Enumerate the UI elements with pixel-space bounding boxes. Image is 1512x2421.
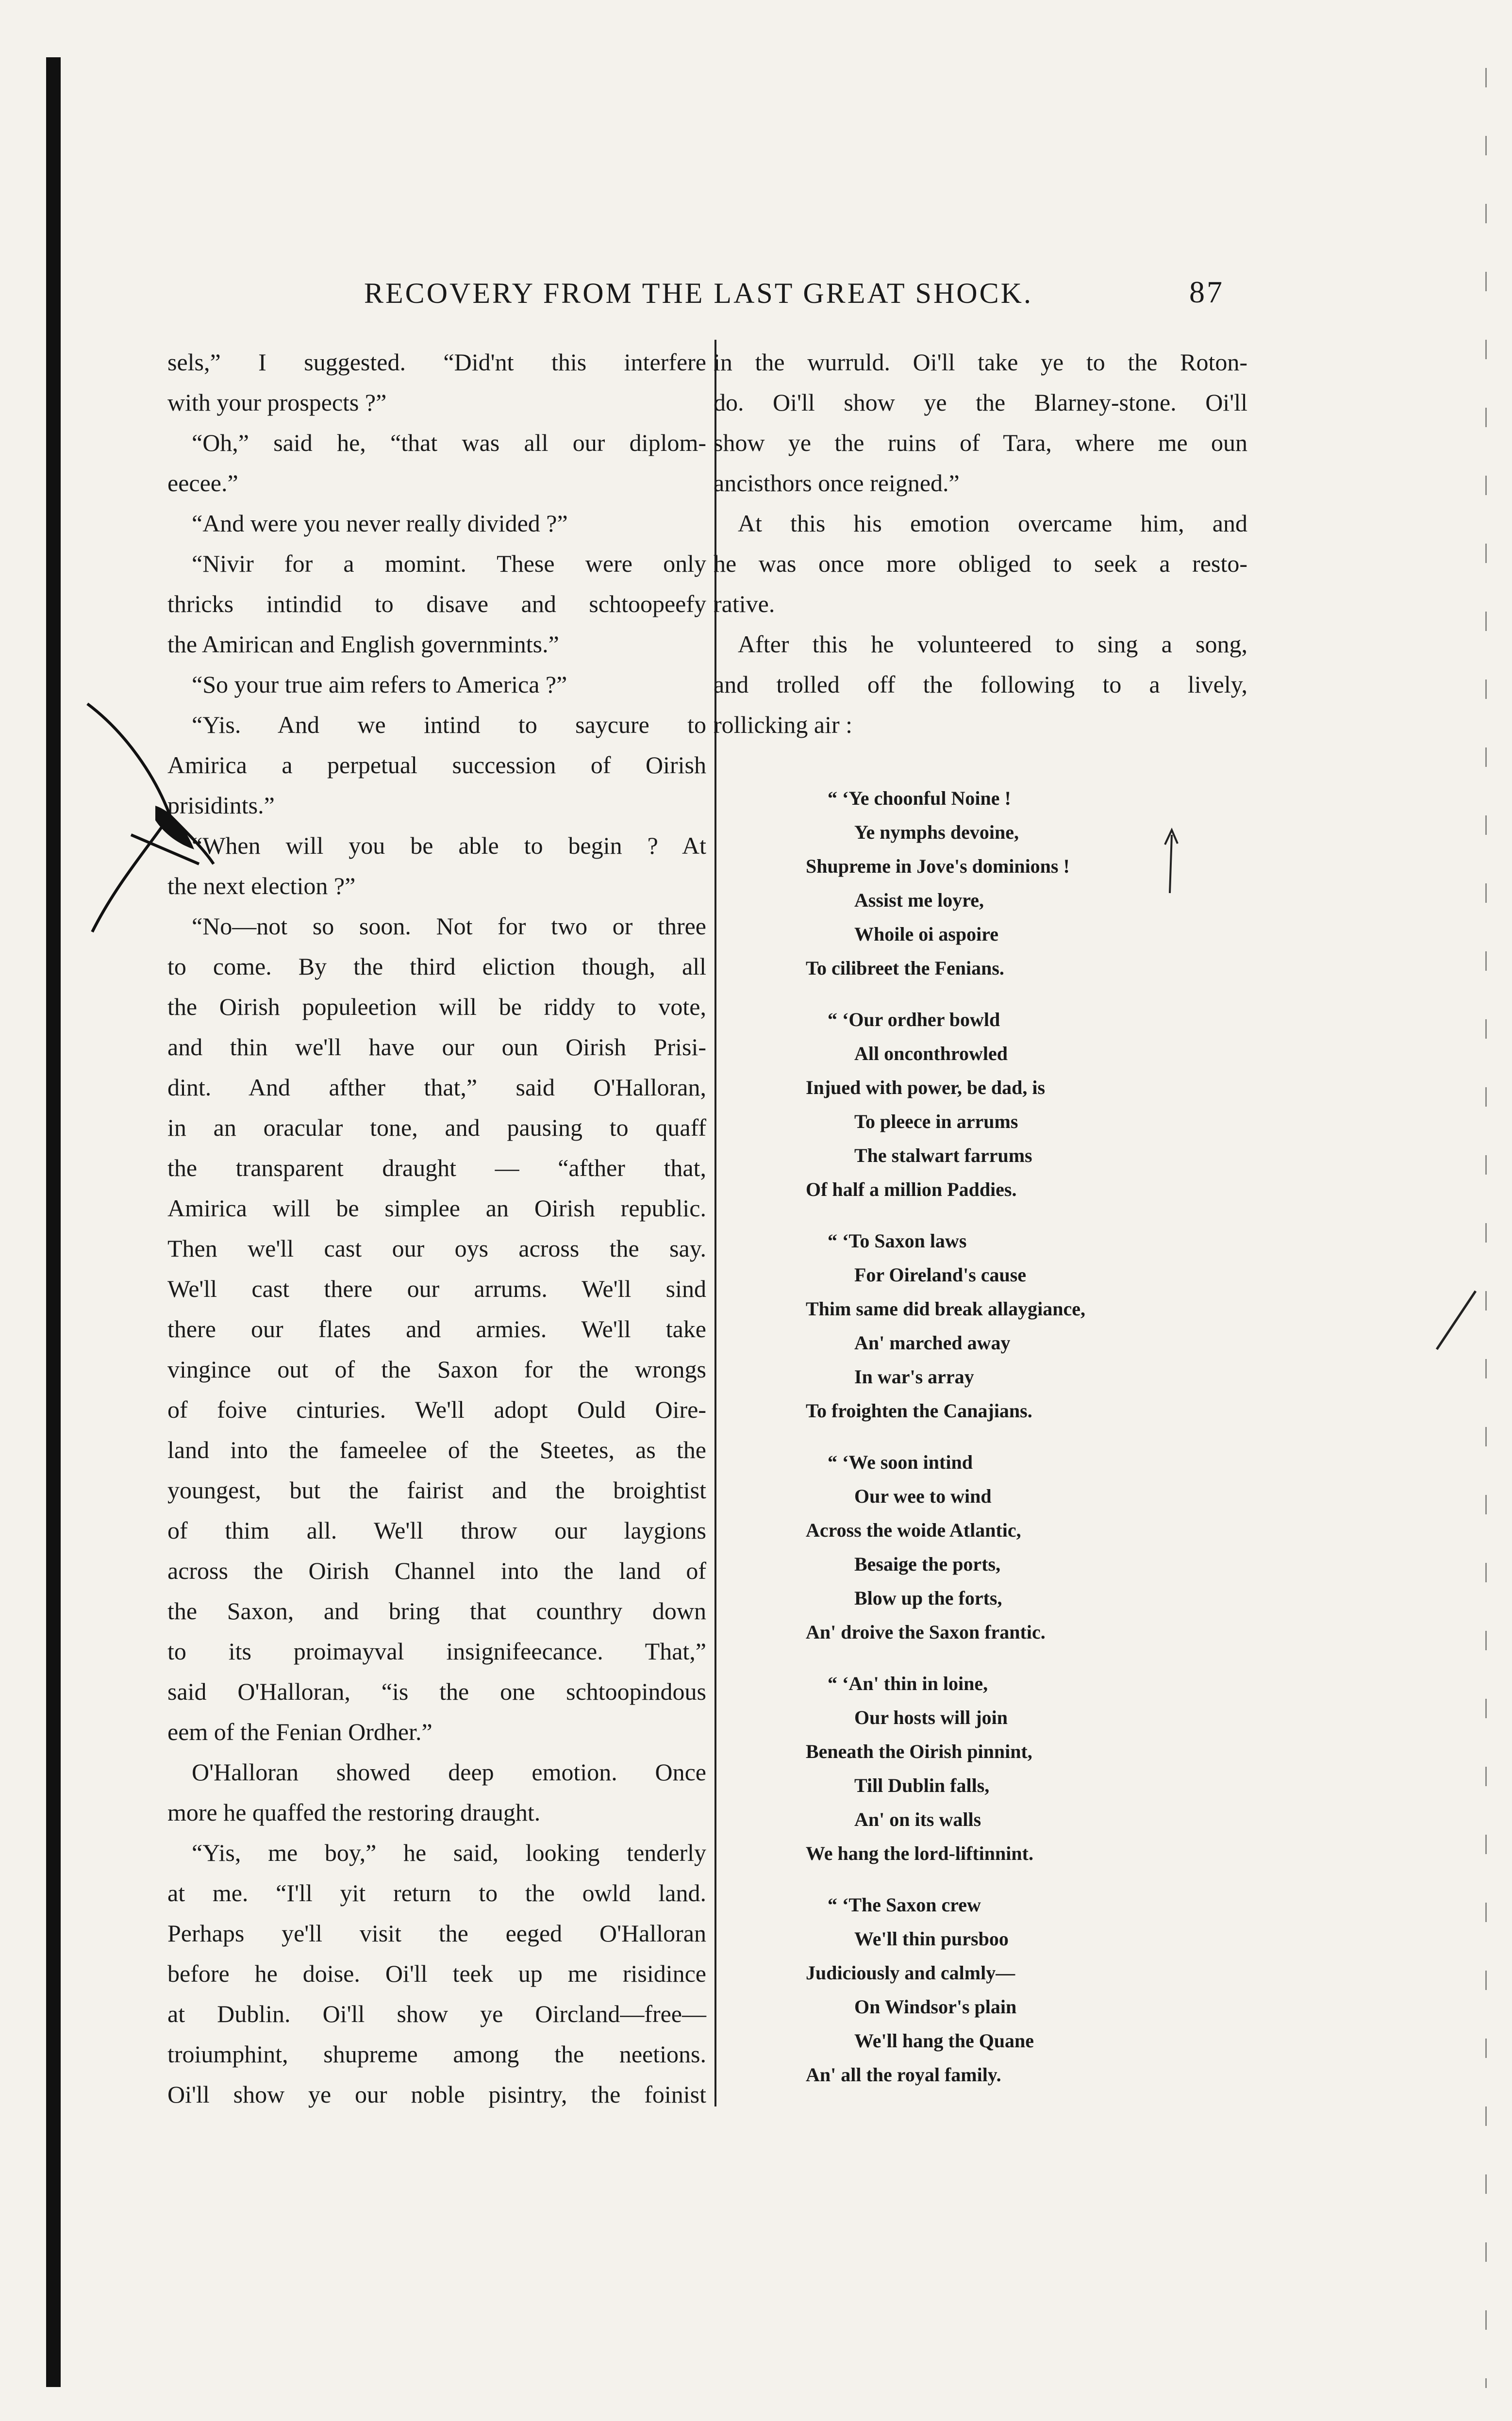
text-line: across the Oirish Channel into the land of <box>167 1557 706 1584</box>
verse-line: Shupreme in Jove's dominions ! <box>806 855 1070 877</box>
text-line: of thim all. We'll throw our laygions <box>167 1517 706 1544</box>
verse-line: Ye nymphs devoine, <box>854 821 1019 843</box>
verse-line: Besaige the ports, <box>854 1553 1001 1575</box>
verse-line: “ ‘The Saxon crew <box>828 1894 981 1916</box>
page-number: 87 <box>1189 275 1224 309</box>
verse-line: An' droive the Saxon frantic. <box>806 1621 1046 1643</box>
text-line: youngest, but the fairist and the broightist <box>167 1476 706 1504</box>
text-line: said O'Halloran, “is the one schtoopindous <box>167 1678 706 1705</box>
text-line: the transparent draught — “afther that, <box>167 1154 706 1181</box>
text-line: O'Halloran showed deep emotion. Once <box>192 1758 706 1786</box>
text-line: “Oh,” said he, “that was all our diplom- <box>192 429 706 456</box>
verse-line: Till Dublin falls, <box>854 1774 990 1796</box>
verse-line: “ ‘We soon intind <box>828 1451 973 1473</box>
verse-line: Whoile oi aspoire <box>854 923 999 945</box>
verse-line: To cilibreet the Fenians. <box>806 957 1004 979</box>
text-line: in an oracular tone, and pausing to quaff <box>167 1114 706 1141</box>
verse-line: We'll thin pursboo <box>854 1928 1009 1950</box>
text-line: “So your true aim refers to America ?” <box>192 671 567 698</box>
margin-arrow-mark <box>1155 825 1184 898</box>
song-stanza <box>806 1445 1243 1649</box>
text-line: At this his emotion overcame him, and <box>738 510 1247 537</box>
text-line: rollicking air : <box>714 711 853 738</box>
text-line: troiumphint, shupreme among the neetions. <box>167 2040 706 2068</box>
left-column <box>167 342 706 2115</box>
verse-line: An' marched away <box>854 1332 1011 1354</box>
verse-line: Beneath the Oirish pinnint, <box>806 1741 1032 1762</box>
verse-line: Injued with power, be dad, is <box>806 1077 1046 1098</box>
text-line: with your prospects ?” <box>167 389 387 416</box>
song-stanza <box>806 1003 1243 1207</box>
verse-line: Assist me loyre, <box>854 889 984 911</box>
song-stanza <box>806 1224 1243 1428</box>
text-line: to come. By the third eliction though, all <box>167 953 706 980</box>
verse-line: Judiciously and calmly— <box>806 1962 1015 1984</box>
running-header <box>364 272 1238 315</box>
text-line: the Saxon, and bring that counthry down <box>167 1597 706 1625</box>
text-line: do. Oi'll show ye the Blarney-stone. Oi'll <box>714 389 1247 416</box>
song-stanza <box>806 1667 1243 1871</box>
ink-scribble-mark <box>73 689 218 942</box>
text-line: After this he volunteered to sing a song, <box>738 630 1247 658</box>
verse-line: “ ‘An' thin in loine, <box>828 1673 988 1694</box>
text-line: the next election ?” <box>167 872 356 899</box>
verse-line: Blow up the forts, <box>854 1587 1002 1609</box>
text-line: “And were you never really divided ?” <box>192 510 568 537</box>
right-column <box>714 342 1247 745</box>
text-line: more he quaffed the restoring draught. <box>167 1799 541 1826</box>
binding-edge <box>46 57 61 2387</box>
verse-line: All onconthrowled <box>854 1043 1008 1064</box>
text-line: thricks intindid to disave and schtoopeefy <box>167 590 706 617</box>
text-line: Then we'll cast our oys across the say. <box>167 1235 706 1262</box>
text-line: show ye the ruins of Tara, where me oun <box>714 429 1247 456</box>
running-title: RECOVERY FROM THE LAST GREAT SHOCK. <box>364 277 1033 309</box>
text-line: We'll cast there our arrums. We'll sind <box>167 1275 706 1302</box>
text-line: in the wurruld. Oi'll take ye to the Roton- <box>714 348 1247 376</box>
text-line: Oi'll show ye our noble pisintry, the foinist <box>167 2081 706 2108</box>
text-line: of foive cinturies. We'll adopt Ould Oire- <box>167 1396 706 1423</box>
text-line: and trolled off the following to a lively, <box>714 671 1247 698</box>
text-line: Perhaps ye'll visit the eeged O'Halloran <box>167 1920 706 1947</box>
verse-line: To pleece in arrums <box>854 1111 1018 1132</box>
verse-line: The stalwart farrums <box>854 1144 1032 1166</box>
text-line: before he doise. Oi'll teek up me risidince <box>167 1960 706 1987</box>
verse-line: “ ‘To Saxon laws <box>828 1230 967 1252</box>
right-margin-marks <box>1485 68 1487 2388</box>
text-line: the Oirish populeetion will be riddy to vote, <box>167 993 706 1020</box>
text-line: rative. <box>714 590 775 617</box>
text-line: the Amirican and English governmints.” <box>167 630 559 658</box>
text-line: “When will you be able to begin ? At <box>192 832 706 859</box>
text-line: dint. And afther that,” said O'Halloran, <box>167 1074 706 1101</box>
verse-line: On Windsor's plain <box>854 1996 1017 2018</box>
text-line: at me. “I'll yit return to the owld land. <box>167 1879 706 1907</box>
verse-line: Our wee to wind <box>854 1485 992 1507</box>
verse-line: An' on its walls <box>854 1808 981 1830</box>
verse-line: To froighten the Canajians. <box>806 1400 1032 1422</box>
text-line: land into the fameelee of the Steetes, as the <box>167 1436 706 1463</box>
text-line: ancisthors once reigned.” <box>714 469 960 497</box>
text-line: at Dublin. Oi'll show ye Oircland—free— <box>167 2000 706 2027</box>
text-line: “Nivir for a momint. These were only <box>192 550 706 577</box>
text-line: Amirica a perpetual succession of Oirish <box>167 751 706 779</box>
verse-line: “ ‘Our ordher bowld <box>828 1009 1000 1030</box>
song-stanza <box>806 1888 1243 2092</box>
text-line: he was once more obliged to seek a resto- <box>714 550 1247 577</box>
text-line: vingince out of the Saxon for the wrongs <box>167 1356 706 1383</box>
text-line: there our flates and armies. We'll take <box>167 1315 706 1343</box>
verse-line: Of half a million Paddies. <box>806 1178 1017 1200</box>
text-line: and thin we'll have our oun Oirish Prisi- <box>167 1033 706 1061</box>
text-line: prisidints.” <box>167 792 275 819</box>
text-line: “Yis, me boy,” he said, looking tenderly <box>192 1839 706 1866</box>
song-verse <box>806 781 1243 2109</box>
verse-line: For Oireland's cause <box>854 1264 1027 1286</box>
verse-line: Across the woide Atlantic, <box>806 1519 1021 1541</box>
verse-line: We hang the lord-liftinnint. <box>806 1842 1033 1864</box>
verse-line: In war's array <box>854 1366 974 1388</box>
text-line: sels,” I suggested. “Did'nt this interfere <box>167 348 706 376</box>
verse-line: “ ‘Ye choonful Noine ! <box>828 787 1011 809</box>
verse-line: Thim same did break allaygiance, <box>806 1298 1085 1320</box>
verse-line: An' all the royal family. <box>806 2064 1001 2086</box>
verse-line: We'll hang the Quane <box>854 2030 1034 2052</box>
text-line: “Yis. And we intind to saycure to <box>192 711 706 738</box>
margin-slash-mark <box>1432 1286 1480 1354</box>
text-line: eem of the Fenian Ordher.” <box>167 1718 432 1745</box>
text-line: eecee.” <box>167 469 238 497</box>
text-line: Amirica will be simplee an Oirish republic. <box>167 1194 706 1222</box>
text-line: to its proimayval insignifeecance. That,” <box>167 1638 706 1665</box>
verse-line: Our hosts will join <box>854 1707 1008 1728</box>
text-line: “No—not so soon. Not for two or three <box>192 912 706 940</box>
